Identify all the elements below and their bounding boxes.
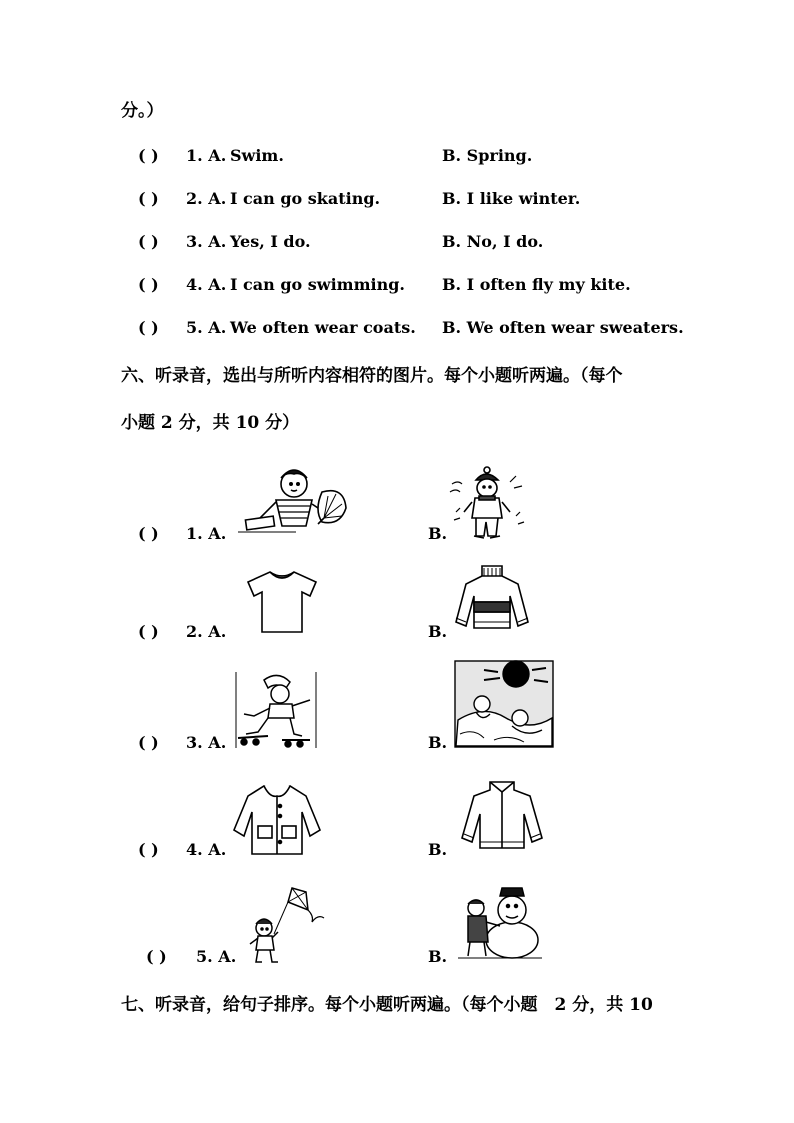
- question-number: 5. A.: [186, 318, 227, 337]
- option-a-label: 2. A.: [186, 622, 227, 641]
- answer-blank[interactable]: ( ): [138, 146, 159, 165]
- section6-title-line2: 小题 2 分，共 10 分）: [121, 413, 300, 433]
- option-b: B. I often fly my kite.: [442, 275, 631, 294]
- option-b: B. Spring.: [442, 146, 533, 165]
- answer-blank[interactable]: ( ): [138, 318, 159, 337]
- answer-blank[interactable]: ( ): [138, 189, 159, 208]
- sweater-image[interactable]: [452, 562, 532, 638]
- option-b: B. We often wear sweaters.: [442, 318, 684, 337]
- summer-fan-boy-image[interactable]: [236, 462, 348, 538]
- jacket-image[interactable]: [460, 778, 544, 850]
- option-b-label: B.: [428, 733, 448, 752]
- answer-blank[interactable]: ( ): [146, 947, 167, 966]
- answer-blank[interactable]: ( ): [138, 232, 159, 251]
- option-a-label: 1. A.: [186, 524, 227, 543]
- option-a: I can go swimming.: [230, 275, 405, 294]
- option-b-label: B.: [428, 622, 448, 641]
- option-a: I can go skating.: [230, 189, 381, 208]
- question-number: 3. A.: [186, 232, 227, 251]
- answer-blank[interactable]: ( ): [138, 524, 159, 543]
- question-number: 2. A.: [186, 189, 227, 208]
- coat-image[interactable]: [232, 782, 322, 856]
- option-a: Swim.: [230, 146, 284, 165]
- option-b-label: B.: [428, 840, 448, 859]
- sunny-beach-image[interactable]: [454, 660, 554, 748]
- option-b-label: B.: [428, 524, 448, 543]
- option-b: B. I like winter.: [442, 189, 581, 208]
- answer-blank[interactable]: ( ): [138, 733, 159, 752]
- section6-title-line1: 六、听录音，选出与所听内容相符的图片。每个小题听两遍。（每个: [121, 366, 623, 386]
- skating-child-image[interactable]: [234, 670, 318, 750]
- question-number: 4. A.: [186, 275, 227, 294]
- option-a: Yes, I do.: [230, 232, 311, 251]
- answer-blank[interactable]: ( ): [138, 275, 159, 294]
- option-b-label: B.: [428, 947, 448, 966]
- option-a-label: 5. A.: [196, 947, 237, 966]
- kite-child-image[interactable]: [242, 884, 330, 966]
- option-b: B. No, I do.: [442, 232, 544, 251]
- option-a-label: 3. A.: [186, 733, 227, 752]
- cold-child-image[interactable]: [446, 466, 528, 542]
- question-number: 1. A.: [186, 146, 227, 165]
- option-a-label: 4. A.: [186, 840, 227, 859]
- top-fragment: 分。）: [121, 101, 164, 121]
- snowman-image[interactable]: [456, 886, 544, 960]
- answer-blank[interactable]: ( ): [138, 622, 159, 641]
- t-shirt-image[interactable]: [244, 568, 320, 636]
- section7-title: 七、听录音，给句子排序。每个小题听两遍。（每个小题 2 分，共 10: [121, 995, 653, 1015]
- option-a: We often wear coats.: [230, 318, 416, 337]
- answer-blank[interactable]: ( ): [138, 840, 159, 859]
